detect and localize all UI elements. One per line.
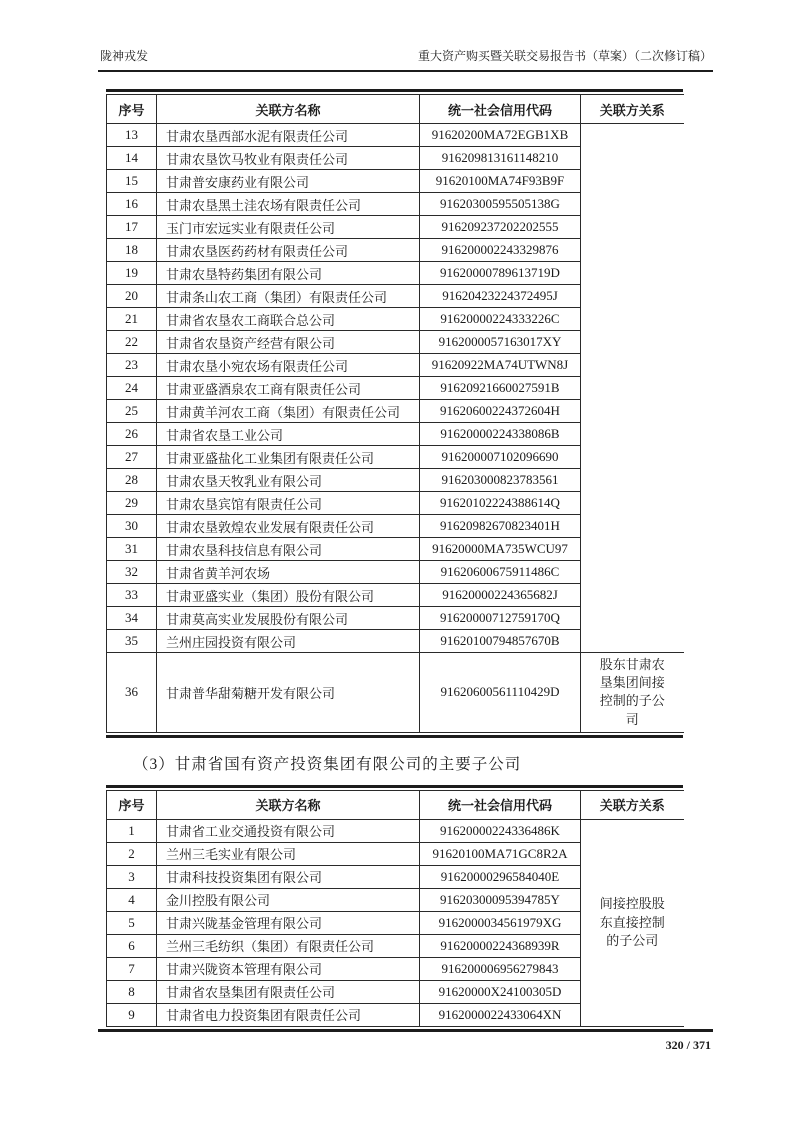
- table1-last-row-body: [107, 653, 684, 733]
- cell-name: 甘肃农垦黑土洼农场有限责任公司: [157, 193, 420, 216]
- cell-index: 36: [107, 653, 157, 733]
- cell-code: 91620100MA71GC8R2A: [420, 842, 581, 865]
- cell-index: 32: [107, 561, 157, 584]
- cell-name: 甘肃农垦特药集团有限公司: [157, 262, 420, 285]
- cell-code: 916200006956279843: [420, 957, 581, 980]
- cell-index: 6: [107, 934, 157, 957]
- cell-index: 34: [107, 607, 157, 630]
- cell-index: 4: [107, 888, 157, 911]
- cell-name: 甘肃普安康药业有限公司: [157, 170, 420, 193]
- cell-name: 甘肃省农垦集团有限责任公司: [157, 980, 420, 1003]
- cell-name: 玉门市宏远实业有限责任公司: [157, 216, 420, 239]
- cell-index: 2: [107, 842, 157, 865]
- cell-index: 35: [107, 630, 157, 653]
- header-rule: [98, 70, 713, 72]
- footer-rule: [98, 1029, 713, 1032]
- relation-merged-cell: 间接控股股东直接控制的子公司: [581, 819, 684, 1026]
- cell-index: 15: [107, 170, 157, 193]
- col-header-name: 关联方名称: [157, 790, 420, 819]
- cell-index: 30: [107, 515, 157, 538]
- cell-name: 甘肃省工业交通投资有限公司: [157, 819, 420, 842]
- cell-code: 91620102224388614Q: [420, 492, 581, 515]
- page-header: [98, 46, 713, 64]
- cell-code: 91620100794857670B: [420, 630, 581, 653]
- col-header-index: 序号: [107, 95, 157, 124]
- cell-code: 916209813161148210: [420, 147, 581, 170]
- table-row: [107, 819, 684, 842]
- relation-merged-cell: [581, 124, 684, 653]
- cell-code: 91620000MA735WCU97: [420, 538, 581, 561]
- table-row: [107, 124, 684, 147]
- cell-code: 9162000022433064XN: [420, 1003, 581, 1026]
- col-header-relation: 关联方关系: [581, 95, 684, 124]
- related-party-table-2: [106, 790, 684, 1027]
- cell-name: 甘肃省农垦资产经营有限公司: [157, 331, 420, 354]
- cell-index: 20: [107, 285, 157, 308]
- cell-index: 18: [107, 239, 157, 262]
- cell-name: 甘肃省农垦农工商联合总公司: [157, 308, 420, 331]
- page-content: [98, 46, 713, 1053]
- cell-index: 19: [107, 262, 157, 285]
- cell-name: 甘肃莫高实业发展股份有限公司: [157, 607, 420, 630]
- cell-name: 甘肃农垦天牧乳业有限公司: [157, 469, 420, 492]
- cell-name: 甘肃普华甜菊糖开发有限公司: [157, 653, 420, 733]
- cell-name: 甘肃黄羊河农工商（集团）有限责任公司: [157, 400, 420, 423]
- cell-code: 9162000057163017XY: [420, 331, 581, 354]
- cell-code: 91620000224368939R: [420, 934, 581, 957]
- table1-header-row: [107, 95, 684, 124]
- cell-index: 23: [107, 354, 157, 377]
- table2-top-rule: [106, 785, 683, 788]
- cell-index: 22: [107, 331, 157, 354]
- cell-code: 91620300095394785Y: [420, 888, 581, 911]
- header-left-title: 陇神戎发: [100, 49, 149, 63]
- cell-index: 3: [107, 865, 157, 888]
- cell-name: 甘肃亚盛盐化工业集团有限责任公司: [157, 446, 420, 469]
- cell-code: 91620000X24100305D: [420, 980, 581, 1003]
- col-header-name: 关联方名称: [157, 95, 420, 124]
- table1-top-rule: [106, 89, 683, 92]
- cell-index: 31: [107, 538, 157, 561]
- cell-index: 28: [107, 469, 157, 492]
- cell-name: 甘肃省黄羊河农场: [157, 561, 420, 584]
- cell-name: 甘肃农垦医药药材有限责任公司: [157, 239, 420, 262]
- table-row-36: [107, 653, 684, 733]
- cell-name: 甘肃农垦西部水泥有限责任公司: [157, 124, 420, 147]
- header-right-title: 重大资产购买暨关联交易报告书（草案）（二次修订稿）: [417, 49, 712, 63]
- cell-index: 29: [107, 492, 157, 515]
- table2-header-row: [107, 790, 684, 819]
- cell-index: 26: [107, 423, 157, 446]
- cell-name: 甘肃农垦饮马牧业有限责任公司: [157, 147, 420, 170]
- cell-name: 甘肃省农垦工业公司: [157, 423, 420, 446]
- cell-index: 5: [107, 911, 157, 934]
- cell-code: 91620000224333226C: [420, 308, 581, 331]
- cell-index: 13: [107, 124, 157, 147]
- cell-code: 91620982670823401H: [420, 515, 581, 538]
- cell-index: 21: [107, 308, 157, 331]
- cell-code: 91620600224372604H: [420, 400, 581, 423]
- cell-index: 14: [107, 147, 157, 170]
- cell-code: 91620921660027591B: [420, 377, 581, 400]
- related-party-table-1: [106, 94, 684, 733]
- col-header-code: 统一社会信用代码: [420, 95, 581, 124]
- table1-bottom-rule: [106, 735, 683, 738]
- cell-name: 甘肃兴陇基金管理有限公司: [157, 911, 420, 934]
- cell-name: 甘肃条山农工商（集团）有限责任公司: [157, 285, 420, 308]
- cell-index: 25: [107, 400, 157, 423]
- cell-name: 甘肃农垦敦煌农业发展有限责任公司: [157, 515, 420, 538]
- cell-index: 8: [107, 980, 157, 1003]
- cell-code: 91620000224365682J: [420, 584, 581, 607]
- cell-name: 甘肃科技投资集团有限公司: [157, 865, 420, 888]
- related-party-table-1-wrap: [106, 89, 683, 738]
- cell-code: 916200002243329876: [420, 239, 581, 262]
- cell-code: 91620000789613719D: [420, 262, 581, 285]
- cell-index: 17: [107, 216, 157, 239]
- cell-name: 兰州三毛纺织（集团）有限责任公司: [157, 934, 420, 957]
- cell-code: 91620200MA72EGB1XB: [420, 124, 581, 147]
- cell-index: 33: [107, 584, 157, 607]
- cell-name: 甘肃亚盛酒泉农工商有限责任公司: [157, 377, 420, 400]
- cell-code: 91620423224372495J: [420, 285, 581, 308]
- cell-name: 甘肃农垦宾馆有限责任公司: [157, 492, 420, 515]
- cell-code: 91620100MA74F93B9F: [420, 170, 581, 193]
- cell-code: 91620600561110429D: [420, 653, 581, 733]
- cell-code: 91620000224336486K: [420, 819, 581, 842]
- cell-code: 916209237202202555: [420, 216, 581, 239]
- cell-name: 甘肃农垦科技信息有限公司: [157, 538, 420, 561]
- cell-code: 9162000034561979XG: [420, 911, 581, 934]
- cell-index: 7: [107, 957, 157, 980]
- cell-code: 91620922MA74UTWN8J: [420, 354, 581, 377]
- col-header-index: 序号: [107, 790, 157, 819]
- page-number: 320 / 371: [665, 1037, 711, 1052]
- table2-body: [107, 819, 684, 1026]
- cell-index: 24: [107, 377, 157, 400]
- cell-name: 金川控股有限公司: [157, 888, 420, 911]
- related-party-table-2-wrap: [106, 785, 683, 1027]
- cell-relation: 股东甘肃农垦集团间接控制的子公司: [581, 653, 684, 733]
- col-header-relation: 关联方关系: [581, 790, 684, 819]
- cell-index: 1: [107, 819, 157, 842]
- cell-code: 91620600675911486C: [420, 561, 581, 584]
- cell-code: 91620300595505138G: [420, 193, 581, 216]
- cell-index: 16: [107, 193, 157, 216]
- cell-name: 甘肃兴陇资本管理有限公司: [157, 957, 420, 980]
- cell-code: 91620000296584040E: [420, 865, 581, 888]
- cell-index: 27: [107, 446, 157, 469]
- cell-code: 91620000712759170Q: [420, 607, 581, 630]
- cell-name: 甘肃省电力投资集团有限责任公司: [157, 1003, 420, 1026]
- cell-name: 兰州三毛实业有限公司: [157, 842, 420, 865]
- cell-index: 9: [107, 1003, 157, 1026]
- cell-name: 甘肃农垦小宛农场有限责任公司: [157, 354, 420, 377]
- cell-code: 916200007102096690: [420, 446, 581, 469]
- cell-code: 916203000823783561: [420, 469, 581, 492]
- cell-code: 91620000224338086B: [420, 423, 581, 446]
- cell-name: 甘肃亚盛实业（集团）股份有限公司: [157, 584, 420, 607]
- cell-name: 兰州庄园投资有限公司: [157, 630, 420, 653]
- col-header-code: 统一社会信用代码: [420, 790, 581, 819]
- table1-body: [107, 124, 684, 653]
- section-heading: （3）甘肃省国有资产投资集团有限公司的主要子公司: [133, 755, 522, 773]
